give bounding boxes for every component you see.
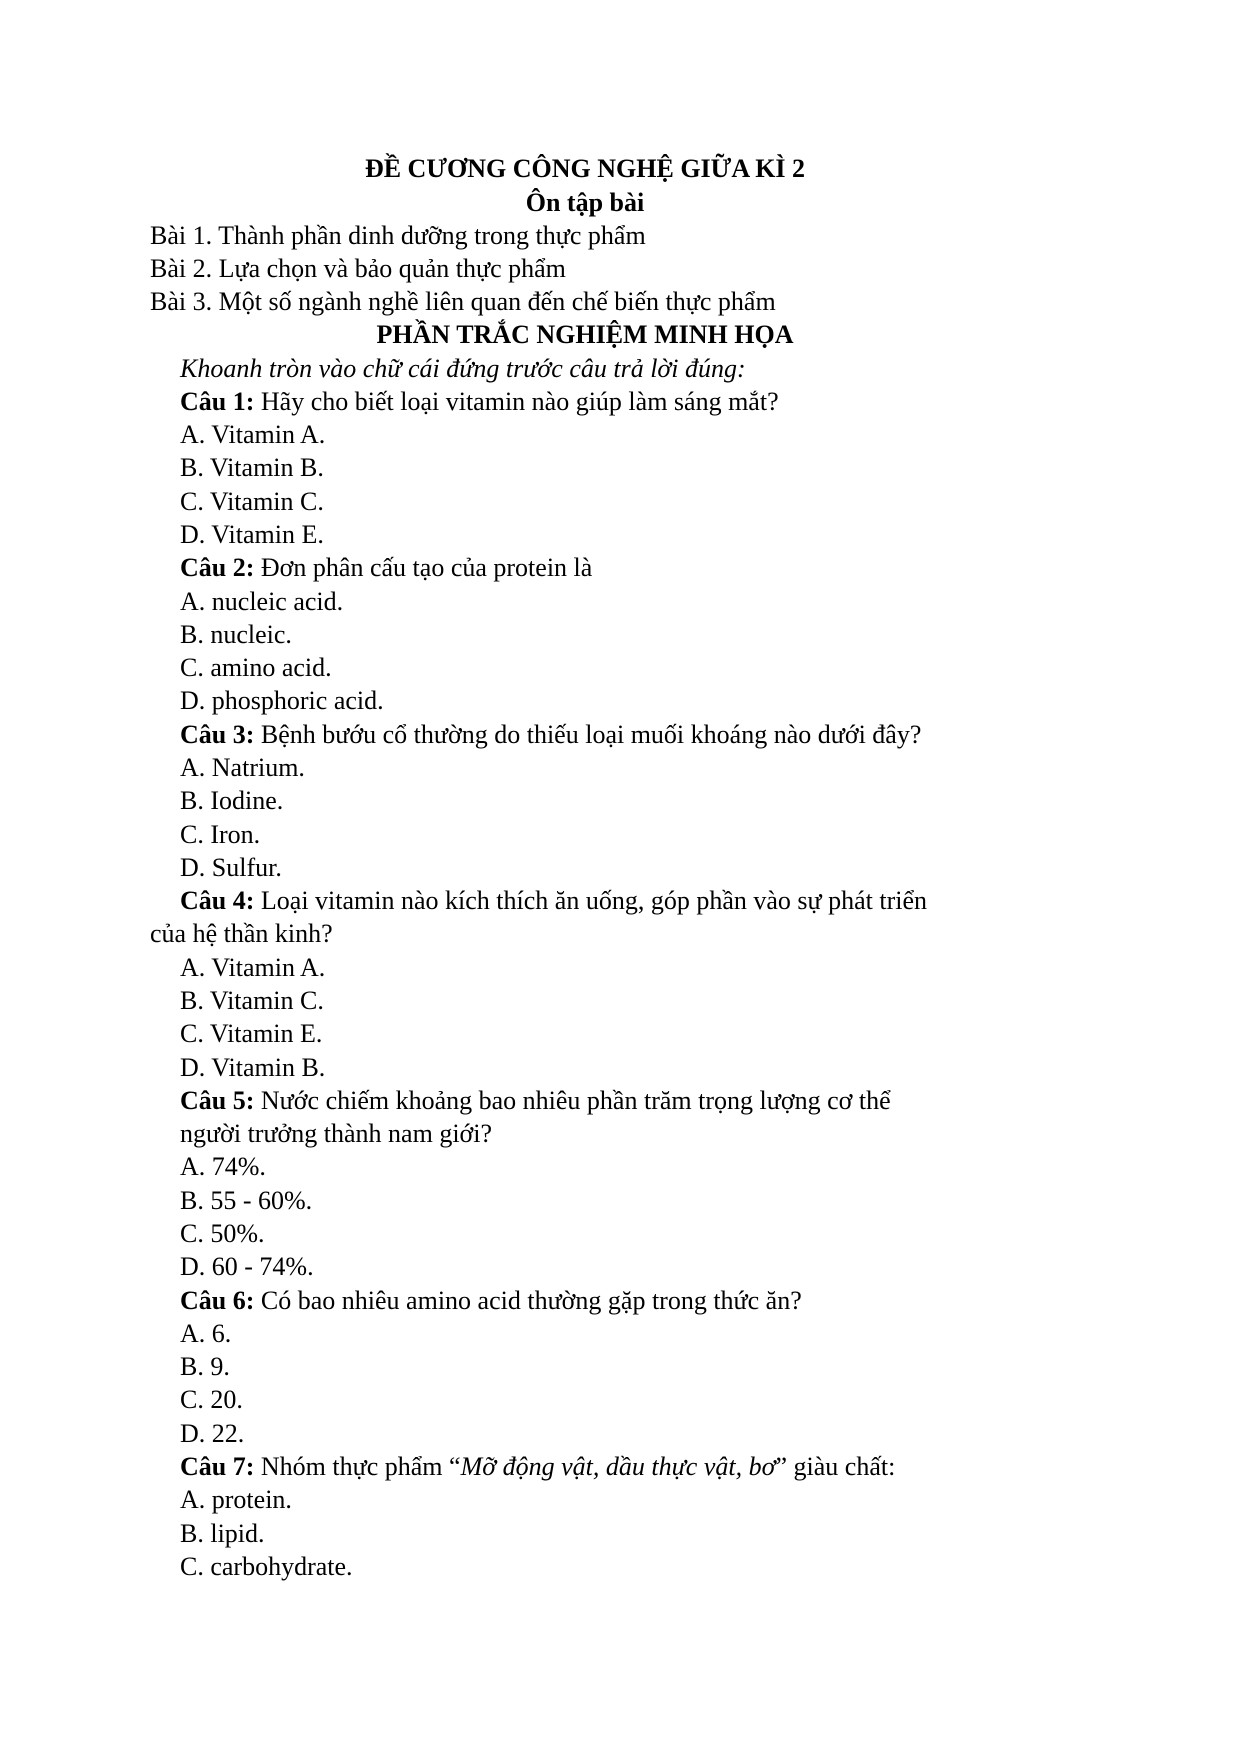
question-text: Loại vitamin nào kích thích ăn uống, góp phần vào sự phát triển bbox=[254, 886, 928, 915]
option-7a: A. protein. bbox=[180, 1485, 292, 1514]
option-3a: A. Natrium. bbox=[180, 753, 305, 782]
option-4d: D. Vitamin B. bbox=[180, 1053, 326, 1082]
instruction-text: Khoanh tròn vào chữ cái đứng trước câu trả lời đúng: bbox=[180, 354, 746, 383]
question-4 bbox=[180, 884, 1050, 917]
question-label: Câu 6: bbox=[180, 1286, 255, 1315]
option-7b: B. lipid. bbox=[180, 1519, 265, 1548]
question-text: Hãy cho biết loại vitamin nào giúp làm sáng mắt? bbox=[254, 387, 779, 416]
question-text: Bệnh bướu cổ thường do thiếu loại muối khoáng nào dưới đây? bbox=[254, 720, 922, 749]
question-label: Câu 7: bbox=[180, 1452, 255, 1481]
option-3c: C. Iron. bbox=[180, 820, 261, 849]
lesson-item: Bài 1. Thành phần dinh dưỡng trong thực phẩm bbox=[150, 221, 646, 250]
option-6d: D. 22. bbox=[180, 1419, 245, 1448]
question-text: Nhóm thực phẩm “ bbox=[254, 1452, 461, 1481]
option-5c: C. 50%. bbox=[180, 1219, 265, 1248]
question-label: Câu 5: bbox=[180, 1086, 255, 1115]
option-3d: D. Sulfur. bbox=[180, 853, 282, 882]
question-text: Đơn phân cấu tạo của protein là bbox=[254, 553, 593, 582]
option-1c: C. Vitamin C. bbox=[180, 487, 324, 516]
option-1b: B. Vitamin B. bbox=[180, 453, 324, 482]
document-subtitle: Ôn tập bài bbox=[525, 188, 645, 217]
question-6 bbox=[180, 1284, 1050, 1317]
document-title: ĐỀ CƯƠNG CÔNG NGHỆ GIỮA KÌ 2 bbox=[364, 154, 806, 183]
option-6c: C. 20. bbox=[180, 1385, 243, 1414]
option-4a: A. Vitamin A. bbox=[180, 953, 326, 982]
option-5a: A. 74%. bbox=[180, 1152, 266, 1181]
option-5b: B. 55 - 60%. bbox=[180, 1186, 313, 1215]
question-label: Câu 3: bbox=[180, 720, 255, 749]
question-2 bbox=[180, 551, 1050, 584]
option-6a: A. 6. bbox=[180, 1319, 232, 1348]
option-2a: A. nucleic acid. bbox=[180, 587, 344, 616]
question-label: Câu 4: bbox=[180, 886, 255, 915]
question-text: Có bao nhiêu amino acid thường gặp trong thức ăn? bbox=[254, 1286, 802, 1315]
option-4c: C. Vitamin E. bbox=[180, 1019, 323, 1048]
option-5d: D. 60 - 74%. bbox=[180, 1252, 314, 1281]
option-1a: A. Vitamin A. bbox=[180, 420, 326, 449]
option-2b: B. nucleic. bbox=[180, 620, 292, 649]
option-4b: B. Vitamin C. bbox=[180, 986, 324, 1015]
option-2d: D. phosphoric acid. bbox=[180, 686, 384, 715]
option-7c: C. carbohydrate. bbox=[180, 1552, 353, 1581]
question-5 bbox=[180, 1084, 1050, 1117]
question-1 bbox=[180, 385, 1050, 418]
question-3 bbox=[180, 718, 1050, 751]
option-6b: B. 9. bbox=[180, 1352, 230, 1381]
instruction bbox=[180, 352, 1050, 385]
option-3b: B. Iodine. bbox=[180, 786, 284, 815]
lesson-item: Bài 3. Một số ngành nghề liên quan đến chế biến thực phẩm bbox=[150, 287, 776, 316]
question-5-continuation: người trưởng thành nam giới? bbox=[180, 1119, 493, 1148]
question-7 bbox=[180, 1450, 1050, 1483]
section-title: PHẦN TRẮC NGHIỆM MINH HỌA bbox=[376, 320, 794, 349]
option-1d: D. Vitamin E. bbox=[180, 520, 324, 549]
lesson-item: Bài 2. Lựa chọn và bảo quản thực phẩm bbox=[150, 254, 566, 283]
question-label: Câu 2: bbox=[180, 553, 255, 582]
question-4-continuation: của hệ thần kinh? bbox=[150, 919, 333, 948]
question-text-italic: Mỡ động vật, dầu thực vật, bơ bbox=[460, 1452, 776, 1481]
option-2c: C. amino acid. bbox=[180, 653, 332, 682]
question-label: Câu 1: bbox=[180, 387, 255, 416]
question-text: ” giàu chất: bbox=[775, 1452, 896, 1481]
question-text: Nước chiếm khoảng bao nhiêu phần trăm trọng lượng cơ thể bbox=[254, 1086, 891, 1115]
